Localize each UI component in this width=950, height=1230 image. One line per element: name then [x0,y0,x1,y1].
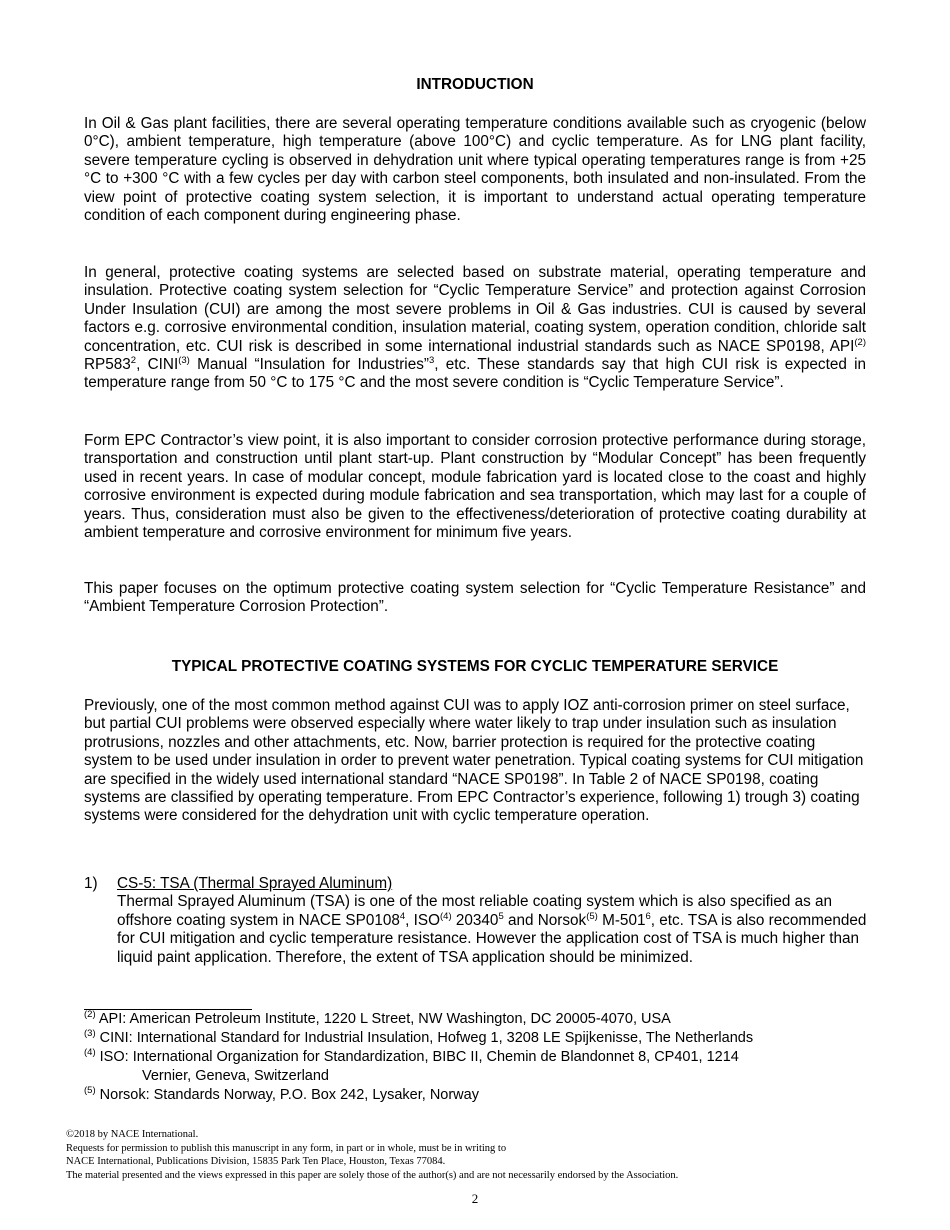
intro-paragraph-4 [84,580,866,617]
text-run: In Oil & Gas plant facilities, there are several operating temperature conditions available such as cryogenic (below 0°C), ambient temperature, high temperature (above 100°C) and cyclic temperature. As for LNG plant facility, severe temperature cycling is observed in dehydration unit where typical operating temperatures range is from +25 °C to +300 °C with a few cycles per day with carbon steel components, both insulated and non-insulated. From the view point of protective coating system selection, it is important to understand actual operating temperature condition of each component during engineering phase. [84,115,866,225]
footer-line: Requests for permission to publish this manuscript in any form, in part or in whole, must be in writing to [66,1142,507,1154]
reference-superscript: 5 [498,910,504,922]
footnote-mark: (3) [84,1028,96,1039]
text-run: Form EPC Contractor’s view point, it is also important to consider corrosion protective performance during storage, transportation and construction until plant start-up. Plant construction by “Modular Concept” has been frequently used in recent years. In case of modular concept, module fabrication yard is located close to the coast and highly corrosive environment is expected during module fabrication and sea transportation, which may last for a couple of years. Thus, consideration must also be given to the effectiveness/deterioration of protective coating durability at ambient temperature and corrosive environment for minimum five years. [84,432,866,542]
reference-superscript: 2 [130,355,137,367]
list-item-body [117,893,874,967]
text-run: , etc. TSA is also recommended for CUI mitigation and cyclic temperature resistance. However the application cost of TSA is much higher than liquid paint application. Therefore, the extent of TSA application should be minimized. [117,911,867,966]
footnote-text: API: American Petroleum Institute, 1220 L Street, NW Washington, DC 20005-4070, USA [95,1011,671,1027]
footer-line: The material presented and the views expressed in this paper are solely those of the author(s) and are not necessarily endorsed by the Association. [66,1169,679,1181]
text-run: 20340 [451,911,499,929]
footer-line: ©2018 by NACE International. [66,1129,199,1140]
text-run: In general, protective coating systems are selected based on substrate material, operating temperature and insulation. Protective coating system selection for “Cyclic Temperature Service” and protection against Corrosion Under Insulation (CUI) are among the most severe problems in Oil & Gas industries. CUI is caused by several factors e.g. corrosive environmental condition, insulation material, coating system, operation condition, chloride salt concentration, etc. CUI risk is described in some international industrial standards such as NACE SP0198, API [84,264,866,355]
footnote-text: ISO: International Organization for Standardization, BIBC II, Chemin de Blandonnet 8, CP401, 1214 [95,1049,739,1065]
section-heading: TYPICAL PROTECTIVE COATING SYSTEMS FOR CYCLIC TEMPERATURE SERVICE [171,658,779,675]
intro-paragraph-2 [84,264,866,393]
text-run: , CINI [136,356,179,374]
footnote-mark: (5) [84,1085,96,1096]
footnote [84,1086,884,1105]
list-item [84,875,874,967]
text-run: Manual “Insulation for Industries” [189,356,429,374]
list-number: 1) [84,875,98,892]
intro-paragraph-1 [84,115,866,225]
text-run: Previously, one of the most common method against CUI was to apply IOZ anti-corrosion primer on steel surface, but partial CUI problems were observed especially where water likely to trap under insulation such as insulation protrusions, nozzles and other attachments, etc. Now, barrier protection is required for the protective coating system to be used under insulation in order to prevent water penetration. Typical coating systems for CUI mitigation are specified in the widely used international standard “NACE SP0198”. In Table 2 of NACE SP0198, coating systems are classified by operating temperature. From EPC Contractor’s experience, following 1) trough 3) coating systems were considered for the dehydration unit with cyclic temperature operation. [84,697,864,825]
text-run: This paper focuses on the optimum protective coating system selection for “Cyclic Temperature Resistance” and “Ambient Temperature Corrosion Protection”. [84,580,866,616]
page-number: 2 [471,1191,479,1206]
text-run: RP583 [84,356,131,374]
reference-superscript: (3) [178,355,190,367]
intro-paragraph-3 [84,432,866,542]
footnote-text: CINI: International Standard for Industrial Insulation, Hofweg 1, 3208 LE Spijkenisse, The Netherlands [95,1030,754,1046]
reference-superscript: (4) [440,910,452,922]
reference-superscript: 3 [428,355,435,367]
text-run: Thermal Sprayed Aluminum (TSA) is one of the most reliable coating system which is also specified as an offshore coating system in NACE SP0108 [117,893,833,929]
reference-superscript: (2) [854,336,866,348]
text-run: , ISO [405,911,441,929]
reference-superscript: (5) [586,910,598,922]
text-run: M-501 [597,911,646,929]
footnote-text: Norsok: Standards Norway, P.O. Box 242, Lysaker, Norway [95,1087,479,1103]
text-run: and Norsok [503,911,587,929]
text-run: , etc. These standards say that high CUI risk is expected in temperature range from 50 °C to 175 °C and the most severe condition is “Cyclic Temperature Service”. [84,356,867,392]
footer-line: NACE International, Publications Division, 15835 Park Ten Place, Houston, Texas 77084. [66,1156,446,1167]
footnote-mark: (4) [84,1047,96,1058]
footnotes [84,1010,884,1105]
copyright-footer [66,1128,678,1182]
footnote [84,1010,884,1029]
reference-superscript: 6 [645,910,651,922]
footnote-mark: (2) [84,1009,96,1020]
footnote-continuation: Vernier, Geneva, Switzerland [142,1068,329,1084]
reference-superscript: 4 [399,910,406,922]
introduction-heading: INTRODUCTION [416,76,534,93]
footnote [84,1048,884,1086]
section-paragraph [84,697,866,826]
list-item-title: CS-5: TSA (Thermal Sprayed Aluminum) [117,875,393,892]
footnote [84,1029,884,1048]
